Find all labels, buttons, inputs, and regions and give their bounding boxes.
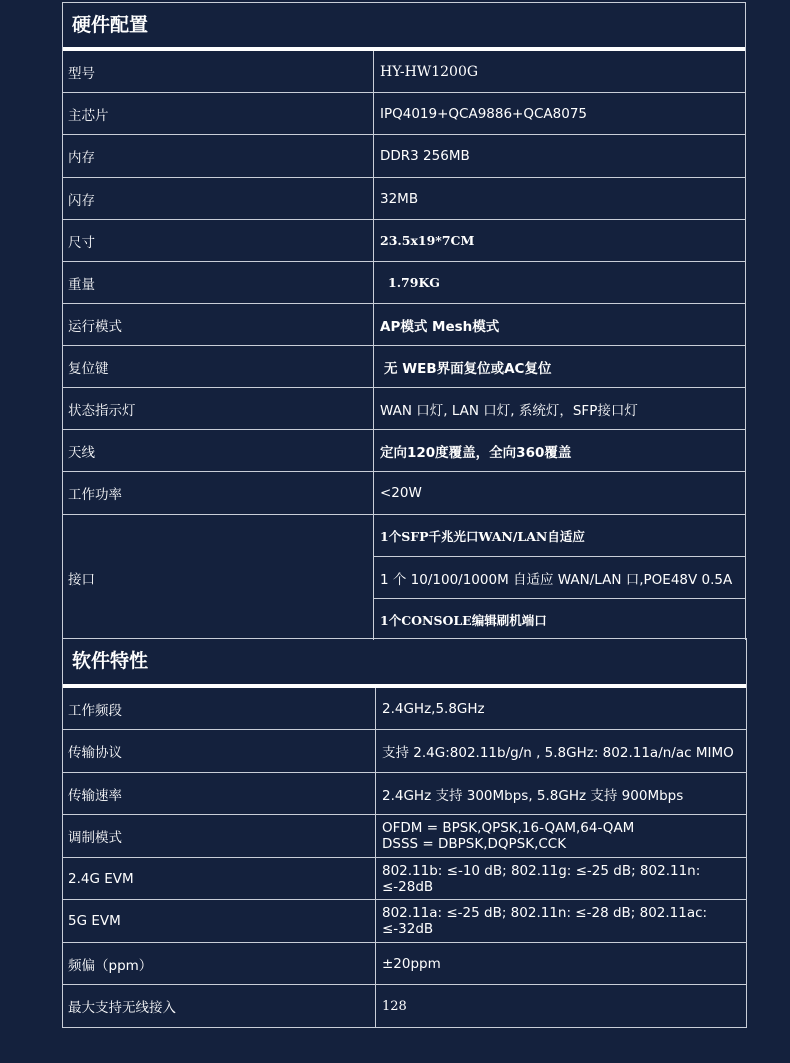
table-row — [63, 858, 746, 900]
row-value: 1.79KG — [388, 275, 440, 290]
row-label: 天线 — [63, 430, 374, 471]
row-value: 无 WEB界面复位或AC复位 — [384, 360, 552, 377]
table-row — [63, 388, 745, 430]
software-section-title: 软件特性 — [63, 639, 746, 688]
row-label: 2.4G EVM — [63, 858, 376, 899]
table-row — [63, 985, 746, 1028]
row-value — [376, 815, 746, 857]
table-row — [63, 51, 745, 93]
row-value: 2.4GHz,5.8GHz — [382, 700, 485, 717]
interface-value: 1个SFP千兆光口WAN/LAN自适应 — [374, 515, 745, 557]
interface-value: 1 个 10/100/1000M 自适应 WAN/LAN 口,POE48V 0.5A — [374, 557, 745, 599]
table-row — [63, 93, 745, 135]
row-value: 2.4GHz 支持 300Mbps, 5.8GHz 支持 900Mbps — [382, 787, 684, 804]
row-label: 工作功率 — [63, 472, 374, 514]
row-label: 闪存 — [63, 178, 374, 219]
row-value: <20W — [380, 485, 422, 501]
table-row — [63, 688, 746, 730]
row-value: 支持 2.4G:802.11b/g/n , 5.8GHz: 802.11a/n/ac MIMO — [382, 745, 734, 761]
row-label: 重量 — [63, 262, 374, 303]
table-row — [63, 472, 745, 515]
table-row — [63, 815, 746, 858]
table-row — [63, 430, 745, 472]
row-value: ±20ppm — [382, 955, 441, 972]
row-label: 传输速率 — [63, 773, 376, 814]
row-label: 5G EVM — [63, 900, 376, 942]
table-row — [63, 346, 745, 388]
row-value: AP模式 Mesh模式 — [380, 318, 500, 335]
table-row — [63, 304, 745, 346]
table-row — [63, 900, 746, 943]
row-value: IPQ4019+QCA9886+QCA8075 — [380, 105, 588, 122]
hardware-config-table — [62, 2, 746, 640]
row-value: 定向120度覆盖，全向360覆盖 — [380, 444, 572, 461]
row-label: 运行模式 — [63, 304, 374, 345]
table-row — [63, 262, 745, 304]
row-value: 32MB — [380, 190, 419, 207]
row-label: 最大支持无线接入 — [63, 985, 376, 1027]
row-value: WAN 口灯, LAN 口灯, 系统灯，SFP接口灯 — [380, 402, 638, 419]
row-label: 传输协议 — [63, 730, 376, 772]
table-row — [63, 773, 746, 815]
modulation-line: DSSS = DBPSK,DQPSK,CCK — [382, 836, 567, 852]
row-value: 23.5x19*7CM — [380, 233, 475, 248]
row-label: 工作频段 — [63, 688, 376, 729]
row-value: HY-HW1200G — [380, 63, 479, 80]
row-value: DDR3 256MB — [380, 148, 470, 164]
table-row — [63, 730, 746, 773]
hardware-section-title: 硬件配置 — [63, 3, 745, 51]
software-features-table — [62, 638, 747, 1028]
row-label: 接口 — [63, 515, 374, 640]
row-label: 复位键 — [63, 346, 374, 387]
interface-value: 1个CONSOLE编辑刷机端口 — [380, 612, 547, 628]
row-label: 内存 — [63, 135, 374, 177]
row-label: 尺寸 — [63, 220, 374, 261]
row-label: 调制模式 — [63, 815, 376, 857]
row-value: 802.11b: ≤-10 dB; 802.11g: ≤-25 dB; 802.11n: ≤-28dB — [382, 862, 701, 895]
interface-values — [374, 515, 745, 640]
table-row — [63, 178, 745, 220]
modulation-line: OFDM = BPSK,QPSK,16-QAM,64-QAM — [382, 820, 635, 836]
row-value: 128 — [382, 998, 407, 1014]
row-label: 状态指示灯 — [63, 388, 374, 429]
table-row — [63, 943, 746, 985]
table-row — [63, 135, 745, 178]
row-value: 802.11a: ≤-25 dB; 802.11n: ≤-28 dB; 802.11ac: ≤-32dB — [382, 905, 708, 937]
row-label: 型号 — [63, 51, 374, 92]
table-row — [63, 220, 745, 262]
row-label: 主芯片 — [63, 93, 374, 134]
row-label: 频偏（ppm） — [63, 943, 376, 984]
table-row-interface — [63, 515, 745, 640]
